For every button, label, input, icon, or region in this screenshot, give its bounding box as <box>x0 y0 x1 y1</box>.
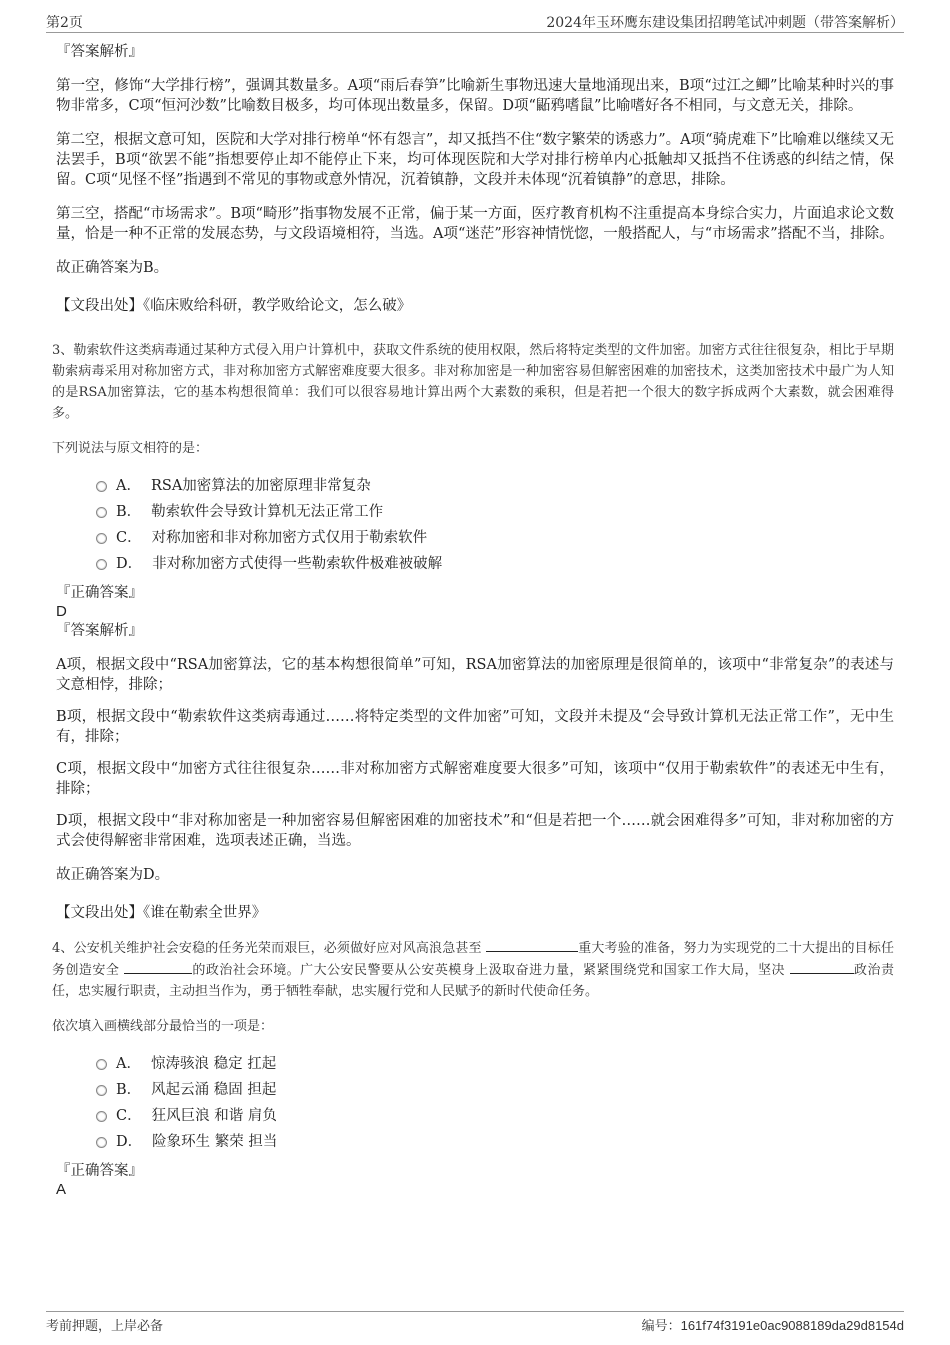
q3-answer: D <box>56 603 67 620</box>
q2-explain-heading: 『答案解析』 <box>56 44 143 60</box>
q4-option-b[interactable]: B． 风起云涌 稳固 担起 <box>96 1077 894 1103</box>
q2-explain-p1: 第一空，修饰“大学排行榜”，强调其数量多。A项“雨后春笋”比喻新生事物迅速大量地涌现出来，B项“过江之鲫”比喻某种时兴的事物非常多，C项“恒河沙数”比喻数目极多，均可体现出数量多，保留。D项“鼫鸦嗜鼠”比喻嗜好各不相同，与文意无关，排除。 <box>56 78 894 114</box>
q2-explain-p2: 第二空，根据文意可知，医院和大学对排行榜单“怀有怨言”，却又抵挡不住“数字繁荣的诱惑力”。A项“骑虎难下”比喻难以继续又无法罢手，B项“欲罢不能”指想要停止却不能停止下来，均可体现医院和大学对排行榜单内心抵触却又抵挡不住诱惑的纠结之情，保留。C项“见怪不怪”指遇到不常见的事物或意外情况，沉着镇静，文段并未体现“沉着镇静”的意思，排除。 <box>56 132 894 188</box>
fill-blank-1 <box>486 937 578 952</box>
q3-stem: 3、勒索软件这类病毒通过某种方式侵入用户计算机中，获取文件系统的使用权限，然后将特定类型的文件加密。加密方式往往很复杂，相比于早期勒索病毒采用对称加密方式，非对称加密方式解密难度要大很多。非对称加密是一种加密容易但解密困难的加密技术，这类加密技术中最广为人知的是RSA加密算法，它的基本构想很简单：我们可以很容易地计算出两个大素数的乘积，但是若把一个很大的数字拆成两个大素数，就会困难得多。 <box>52 343 894 421</box>
q2-conclusion: 故正确答案为B。 <box>56 260 169 276</box>
fill-blank-2 <box>124 959 192 974</box>
q2-explain-p3: 第三空，搭配“市场需求”。B项“畸形”指事物发展不正常，偏于某一方面，医疗教育机构不注重提高本身综合实力，片面追求论文数量，恰是一种不正常的发展态势，与文段语境相符，当选。A项“迷茫”形容神情恍惚，一般搭配人，与“市场需求”搭配不当，排除。 <box>56 206 894 242</box>
q3-source: 【文段出处】《谁在勒索全世界》 <box>56 905 267 921</box>
q3-explain-b: B项，根据文段中“勒索软件这类病毒通过……将特定类型的文件加密”可知，文段并未提及“会导致计算机无法正常工作”，无中生有，排除； <box>56 709 894 745</box>
q3-prompt: 下列说法与原文相符的是： <box>52 441 209 456</box>
q3-conclusion: 故正确答案为D。 <box>56 867 170 883</box>
q4-option-d[interactable]: D． 险象环生 繁荣 担当 <box>96 1129 894 1155</box>
radio-icon[interactable] <box>96 559 107 570</box>
q4-options <box>96 1051 894 1155</box>
radio-icon[interactable] <box>96 1085 107 1096</box>
q4-prompt: 依次填入画横线部分最恰当的一项是： <box>52 1019 274 1034</box>
q3-options <box>96 473 894 577</box>
page-footer <box>46 1311 904 1335</box>
q4-answer: A <box>56 1181 67 1198</box>
page-content <box>52 42 894 1199</box>
q4-option-c[interactable]: C． 狂风巨浪 和谐 肩负 <box>96 1103 894 1129</box>
q4-answer-heading: 『正确答案』 <box>56 1163 143 1179</box>
radio-icon[interactable] <box>96 1111 107 1122</box>
q3-explain-d: D项，根据文段中“非对称加密是一种加密容易但解密困难的加密技术”和“但是若把一个……就会困难得多”可知，非对称加密的方式会使得解密非常困难，选项表述正确，当选。 <box>56 813 894 849</box>
q4-stem: 4、公安机关维护社会安稳的任务光荣而艰巨，必须做好应对风高浪急甚至 重大考验的准备，努力为实现党的二十大提出的目标任务创造安全 的政治社会环境。广大公安民警要从公安英模身上汲取奋进力量，紧紧围绕党和国家工作大局，坚决 政治责任，忠实履行职责，主动担当作为，勇于牺牲奉献，忠实履行党和人民赋予的新时代使命任务。 <box>52 937 894 1002</box>
q3-option-d[interactable]: D． 非对称加密方式使得一些勒索软件极难被破解 <box>96 551 894 577</box>
footer-code: 编号：161f74f3191e0ac9088189da29d8154d <box>641 1318 904 1334</box>
q3-explain-a: A项，根据文段中“RSA加密算法，它的基本构想很简单”可知，RSA加密算法的加密原理是很简单的，该项中“非常复杂”的表述与文意相悖，排除； <box>56 657 894 693</box>
document-title: 2024年玉环鹰东建设集团招聘笔试冲刺题（带答案解析） <box>546 15 904 31</box>
radio-icon[interactable] <box>96 533 107 544</box>
q3-answer-heading: 『正确答案』 <box>56 585 143 601</box>
q3-explain-c: C项，根据文段中“加密方式往往很复杂……非对称加密方式解密难度要大很多”可知，该项中“仅用于勒索软件”的表述无中生有，排除； <box>56 761 894 797</box>
radio-icon[interactable] <box>96 1059 107 1070</box>
radio-icon[interactable] <box>96 1137 107 1148</box>
fill-blank-3 <box>790 959 854 974</box>
page-number: 第2页 <box>46 15 83 31</box>
page-header <box>46 12 904 33</box>
q3-option-c[interactable]: C． 对称加密和非对称加密方式仅用于勒索软件 <box>96 525 894 551</box>
radio-icon[interactable] <box>96 507 107 518</box>
footer-slogan: 考前押题，上岸必备 <box>46 1319 164 1334</box>
q2-source: 【文段出处】《临床败给科研，教学败给论文，怎么破》 <box>56 298 412 314</box>
q3-option-b[interactable]: B． 勒索软件会导致计算机无法正常工作 <box>96 499 894 525</box>
q4-option-a[interactable]: A． 惊涛骇浪 稳定 扛起 <box>96 1051 894 1077</box>
q3-explain-heading: 『答案解析』 <box>56 623 143 639</box>
q3-option-a[interactable]: A． RSA加密算法的加密原理非常复杂 <box>96 473 894 499</box>
radio-icon[interactable] <box>96 481 107 492</box>
